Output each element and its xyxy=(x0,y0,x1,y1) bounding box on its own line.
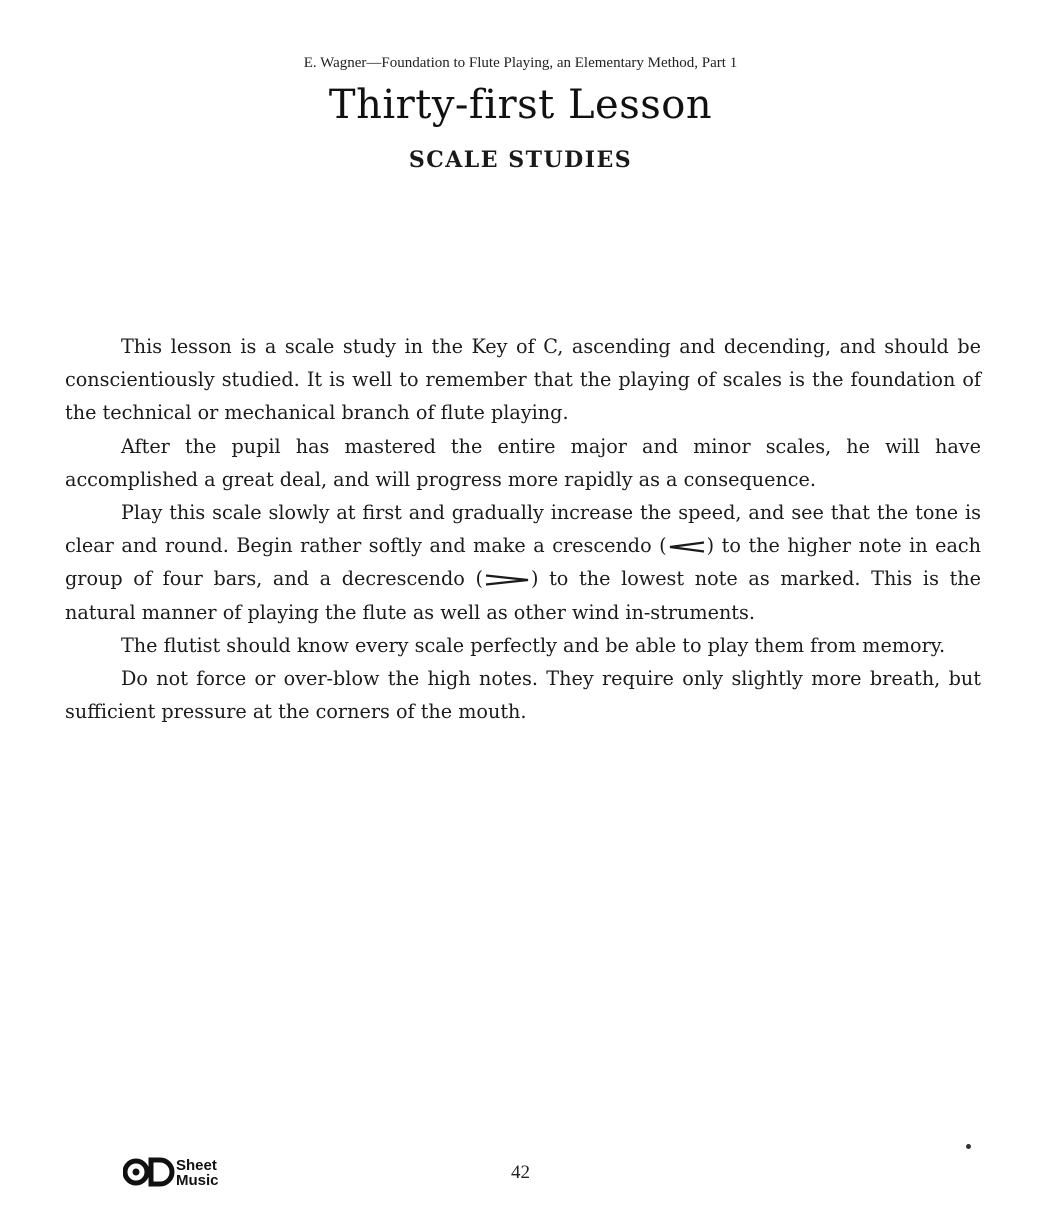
paragraph-5: Do not force or over-blow the high notes. They require only slightly more breath, but sufficient pressure at the corners of the mouth. xyxy=(65,667,981,724)
crescendo-hairpin-icon xyxy=(668,541,706,553)
paragraph-3-part-3: ) to the lowest note as marked. This is the natural manner of playing the flute as well as other wind in-struments. xyxy=(65,567,981,624)
paragraph-3-part-1: Play this scale slowly at first and gradually increase the speed, and see that the tone is clear and round. Begin rather softly and make a crescendo ( xyxy=(65,501,981,558)
logo-text-music: Music xyxy=(176,1172,219,1189)
running-head: E. Wagner—Foundation to Flute Playing, an Elementary Method, Part 1 xyxy=(303,55,738,71)
paragraph-1: This lesson is a scale study in the Key of C, ascending and decending, and should be conscientiously studied. It is well to remember that the playing of scales is the foundation of the technical or mechanical branch of flute playing. xyxy=(65,335,981,425)
logo-text-sheet: Sheet xyxy=(176,1157,217,1174)
paragraph-3-part-2: ) to the higher note in each group of four bars, and a decrescendo ( xyxy=(65,534,982,591)
print-speck xyxy=(966,1144,971,1149)
paragraph-2: After the pupil has mastered the entire major and minor scales, he will have accomplished a great deal, and will progress more rapidly as a consequence. xyxy=(65,434,981,491)
decrescendo-hairpin-icon xyxy=(484,574,530,586)
paragraph-4: The flutist should know every scale perfectly and be able to play them from memory. xyxy=(121,633,946,657)
lesson-body xyxy=(65,330,981,728)
paragraph-3 xyxy=(65,496,981,629)
page-number: 42 xyxy=(511,1162,530,1183)
lesson-title: Thirty-first Lesson xyxy=(328,82,713,128)
lesson-subtitle: SCALE STUDIES xyxy=(408,147,633,173)
